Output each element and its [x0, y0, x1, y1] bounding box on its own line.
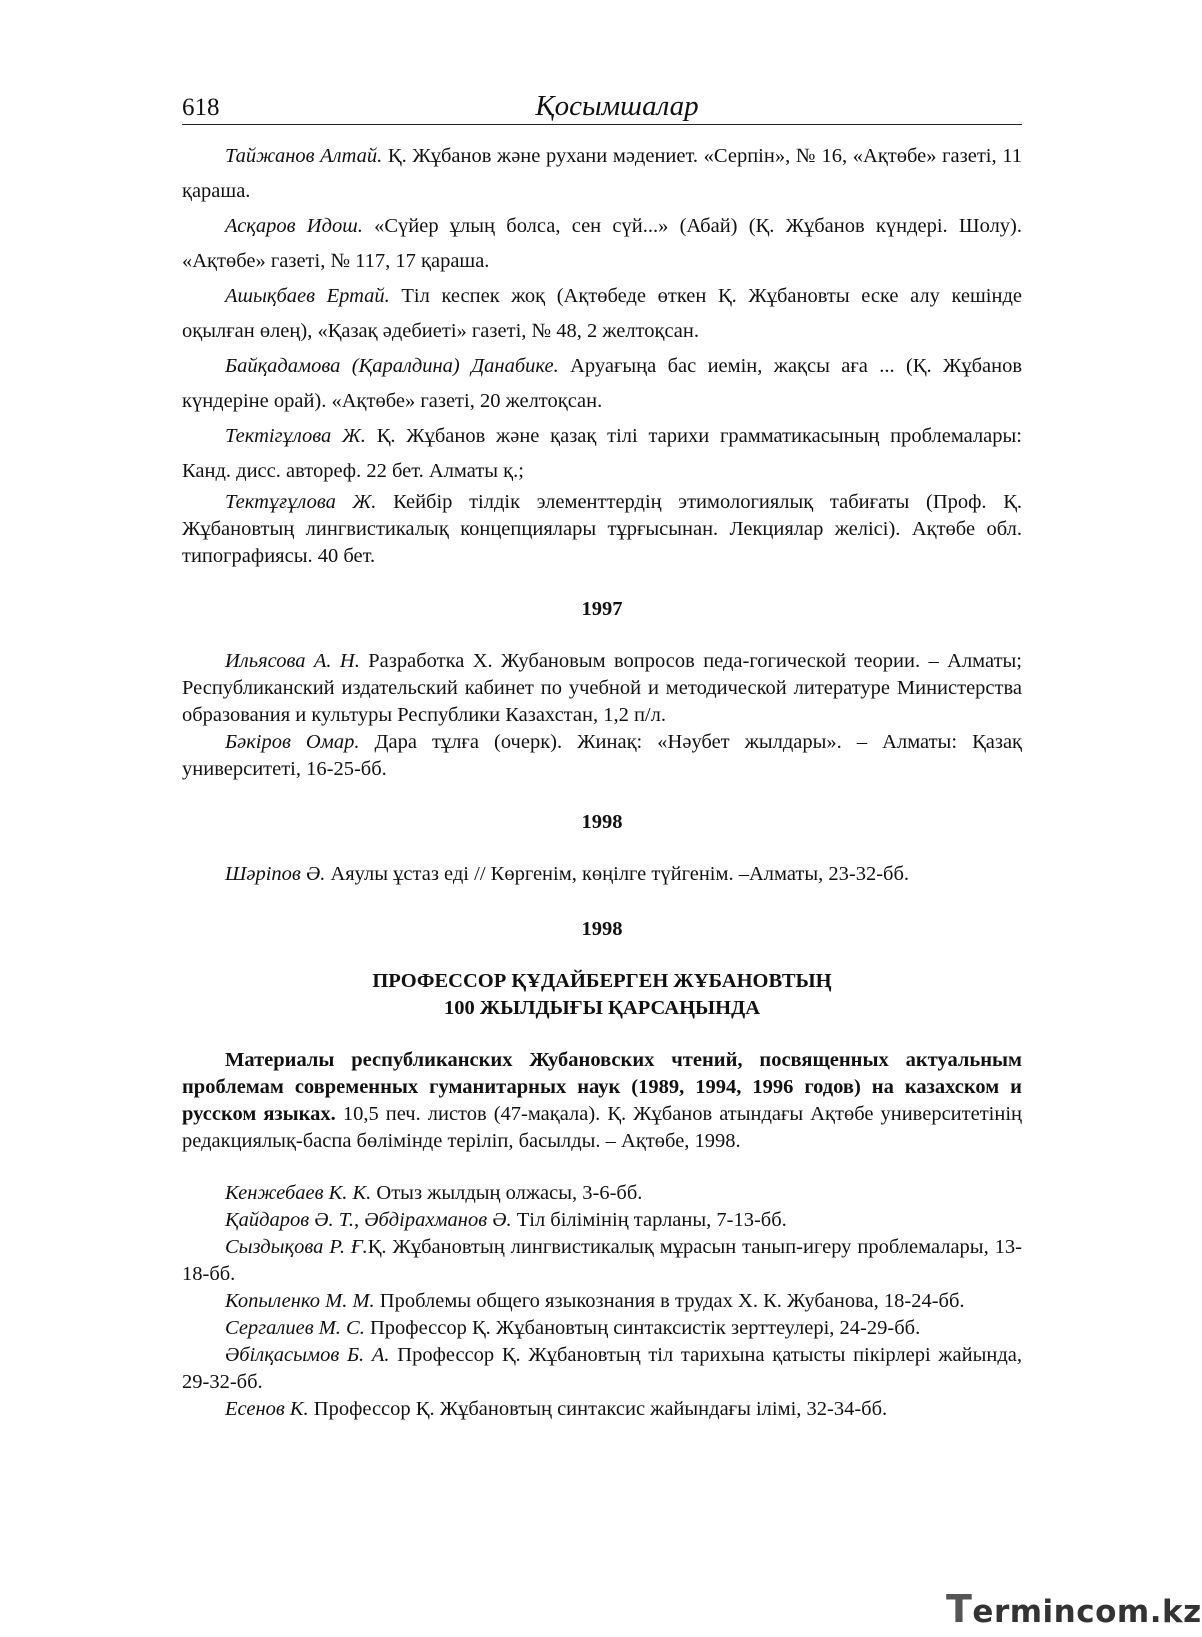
entry-author: Сергалиев М. С.: [225, 1317, 365, 1339]
entry-text: Профессор Қ. Жұбановтың синтаксистік зерттеулері, 24-29-бб.: [364, 1317, 921, 1339]
running-title: Қосымшалар: [535, 90, 699, 122]
entry-text: Аруағыңа бас иемін, жақсы аға ... (Қ. Жұбанов күндеріне орай). «Ақтөбе» газеті, 20 желтоқсан.: [182, 355, 1023, 412]
document-page: [182, 84, 1022, 1423]
entry-author: Ашықбаев Ертай.: [225, 285, 390, 307]
entry-text: Тіл кеспек жоқ (Ақтөбеде өткен Қ. Жұбановты еске алу кешінде оқылған өлең), «Қазақ әдебиеті» газеті, № 48, 2 желтоқсан.: [182, 285, 1022, 342]
entries-collection: [182, 1180, 1022, 1423]
materials-description: [182, 1047, 1022, 1155]
materials-title: Материалы республиканских Жубановских чтений, посвященных актуальным проблемам современных гуманитарных наук (1989, 1994, 1996 годов) на казахском и русском языках.: [182, 1049, 1022, 1125]
entry-text: Профессор Қ. Жұбановтың тіл тарихына қатысты пікірлері жайында, 29-32-бб.: [182, 1344, 1022, 1393]
entry-text: Тіл білімінің тарланы, 7-13-бб.: [511, 1209, 787, 1231]
bibliography-entry: [182, 861, 1022, 888]
bibliography-entry: [182, 1180, 1022, 1207]
entry-text: Қ. Жұбанов және қазақ тілі тарихи грамматикасының проблемалары: Канд. дисс. автореф. 22 бет. Алматы қ.;: [182, 425, 1022, 482]
entries-1996: [182, 139, 1022, 489]
entry-author: Әбілқасымов Б. А.: [225, 1344, 390, 1366]
watermark-logo: [946, 1587, 1202, 1631]
entry-text: Отыз жылдың олжасы, 3-6-бб.: [371, 1182, 643, 1204]
bibliography-entry: [182, 1207, 1022, 1234]
entries-1997: [182, 648, 1022, 783]
entry-author: Қайдаров Ә. Т., Әбдірахманов Ә.: [225, 1209, 512, 1231]
bibliography-entry: [182, 349, 1022, 419]
bibliography-entry: [182, 419, 1022, 489]
entry-text: Проблемы общего языкознания в трудах Х. К. Жубанова, 18-24-бб.: [374, 1290, 965, 1312]
year-heading-1998-second: 1998: [581, 918, 623, 940]
entries-1998: [182, 861, 1022, 888]
entry-text: Аяулы ұстаз еді // Көргенім, көңілге түйгенім. –Алматы, 23-32-бб.: [325, 863, 910, 885]
watermark-text: ermincom.kz: [972, 1594, 1202, 1630]
bibliography-entry: [182, 1288, 1022, 1315]
watermark-initial: T: [946, 1587, 973, 1631]
entry-author: Сыздықова Р. Ғ.: [225, 1236, 368, 1258]
entry-author: Шәріпов Ә.: [225, 863, 326, 885]
entry-text: Қ. Жұбанов және рухани мәдениет. «Серпін», № 16, «Ақтөбе» газеті, 11 қараша.: [182, 145, 1022, 202]
entry-text: Разработка Х. Жубановым вопросов педа-гогической теории. – Алматы; Республиканский издательский кабинет по учебной и методической литературе Министерства образования и культуры Республики Казахстан, 1,2 п/л.: [182, 650, 1022, 726]
entry-author: Кенжебаев К. К.: [225, 1182, 372, 1204]
entry-text: Кейбір тілдік элементтердің этимологиялық табиғаты (Проф. Қ. Жұбановтың лингвистикалық концепциялары тұрғысынан. Лекциялар желісі). Ақтөбе обл. типографиясы. 40 бет.: [182, 491, 1022, 567]
year-heading-1997: 1997: [581, 598, 623, 620]
entry-author: Тектұғұлова Ж.: [225, 491, 377, 513]
bibliography-entry: [182, 648, 1022, 729]
year-heading-1998: 1998: [581, 811, 623, 833]
entries-1996-cont: [182, 489, 1022, 570]
bibliography-entry: [182, 489, 1022, 570]
entry-author: Ильясова А. Н.: [225, 650, 360, 672]
entry-text: «Сүйер ұлың болса, сен сүй...» (Абай) (Қ. Жұбанов күндері. Шолу). «Ақтөбе» газеті, № 117, 17 қараша.: [182, 215, 1022, 272]
section-title-line-1: ПРОФЕССОР ҚҰДАЙБЕРГЕН ЖҰБАНОВТЫҢ: [372, 970, 832, 992]
bibliography-entry: [182, 729, 1022, 783]
section-title-line-2: 100 ЖЫЛДЫҒЫ ҚАРСАҢЫНДА: [443, 997, 761, 1019]
entry-text: Профессор Қ. Жұбановтың синтаксис жайындағы ілімі, 32-34-бб.: [308, 1398, 888, 1420]
entry-author: Асқаров Идош.: [225, 215, 363, 237]
bibliography-entry: [182, 139, 1022, 209]
entry-author: Байқадамова (Қаралдина) Данабике.: [225, 355, 559, 377]
bibliography-entry: [182, 279, 1022, 349]
bibliography-entry: [182, 1234, 1022, 1288]
page-number: 618: [182, 94, 220, 121]
bibliography-entry: [182, 1315, 1022, 1342]
entry-author: Есенов К.: [225, 1398, 309, 1420]
bibliography-entry: [182, 209, 1022, 279]
section-title: [182, 968, 1022, 1022]
entry-author: Бәкіров Омар.: [225, 731, 360, 753]
entry-text: Дара тұлға (очерк). Жинақ: «Нәубет жылдары». – Алматы: Қазақ университеті, 16-25-бб.: [182, 731, 1023, 780]
bibliography-entry: [182, 1342, 1022, 1396]
page-header: [182, 84, 1022, 125]
entry-author: Тайжанов Алтай.: [225, 145, 383, 167]
entry-author: Тектігұлова Ж.: [225, 425, 366, 447]
bibliography-entry: [182, 1396, 1022, 1423]
materials-details: 10,5 печ. листов (47-мақала). Қ. Жұбанов атындағы Ақтөбе университетінің редакциялық-баспа бөлімінде теріліп, басылды. – Ақтөбе, 1998.: [182, 1103, 1023, 1152]
entry-text: Қ. Жұбановтың лингвистикалық мұрасын танып-игеру проблемалары, 13-18-бб.: [182, 1236, 1022, 1285]
entry-author: Копыленко М. М.: [225, 1290, 375, 1312]
